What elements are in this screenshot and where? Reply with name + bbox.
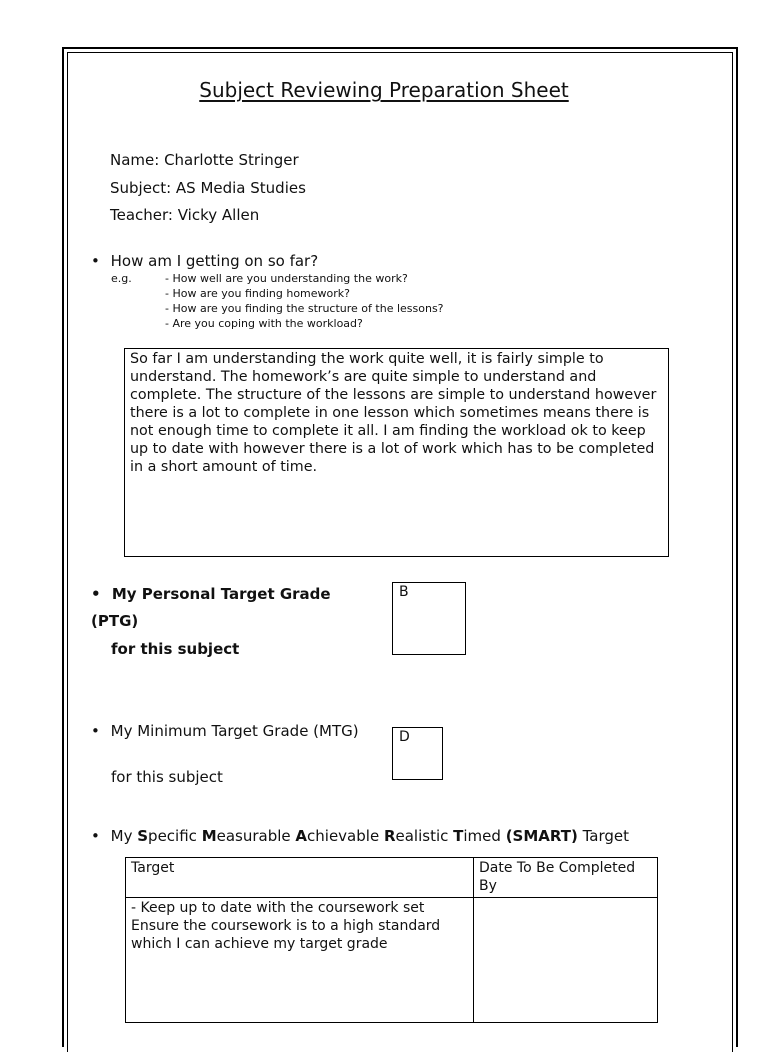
page-title: Subject Reviewing Preparation Sheet xyxy=(199,78,569,102)
mtg-grade-box[interactable] xyxy=(392,727,443,780)
smart-initial-t: T xyxy=(453,827,464,845)
mtg-label xyxy=(91,722,359,740)
mtg-grade-value: D xyxy=(399,729,410,745)
date-cell[interactable] xyxy=(474,898,658,1023)
smart-word-m: easurable xyxy=(216,827,296,845)
ptg-label-line3: for this subject xyxy=(111,640,240,658)
bullet-icon: • xyxy=(91,722,100,740)
table-header-row xyxy=(126,858,658,898)
smart-initial-s: S xyxy=(137,827,149,845)
prompt-item: - How well are you understanding the work? xyxy=(165,272,408,285)
prompt-list xyxy=(165,271,444,331)
smart-acronym: (SMART) xyxy=(505,827,578,845)
progress-question-text: How am I getting on so far? xyxy=(110,252,319,270)
student-name: Name: Charlotte Stringer xyxy=(110,151,299,169)
progress-answer-box[interactable] xyxy=(124,348,669,557)
progress-question xyxy=(91,252,318,270)
prompt-item: - Are you coping with the workload? xyxy=(165,317,363,330)
smart-word-s: pecific xyxy=(148,827,202,845)
subject-name: Subject: AS Media Studies xyxy=(110,179,306,197)
target-cell[interactable]: - Keep up to date with the coursework set Ensure the coursework is to a high standard which I can achieve my target grade xyxy=(126,898,474,1023)
ptg-grade-value: B xyxy=(399,584,409,600)
ptg-label-line1: My Personal Target Grade xyxy=(111,585,331,603)
smart-initial-a: A xyxy=(295,827,308,845)
smart-prefix: My xyxy=(110,827,138,845)
ptg-label xyxy=(91,585,331,603)
prompt-item: - How are you finding homework? xyxy=(165,287,350,300)
ptg-grade-box[interactable] xyxy=(392,582,466,655)
smart-initial-r: R xyxy=(383,827,396,845)
smart-suffix: Target xyxy=(577,827,630,845)
smart-heading xyxy=(91,827,629,845)
bullet-icon: • xyxy=(91,585,101,603)
bullet-icon: • xyxy=(91,252,100,270)
ptg-label-line2: (PTG) xyxy=(91,612,139,630)
prompt-item: - How are you finding the structure of the lessons? xyxy=(165,302,444,315)
eg-label: e.g. xyxy=(111,272,132,285)
smart-target-table xyxy=(125,857,658,1023)
teacher-name: Teacher: Vicky Allen xyxy=(110,206,260,224)
mtg-label-line1: My Minimum Target Grade (MTG) xyxy=(110,722,359,740)
smart-word-r: ealistic xyxy=(395,827,454,845)
header-date: Date To Be Completed By xyxy=(474,858,658,898)
smart-word-t: imed xyxy=(463,827,506,845)
bullet-icon: • xyxy=(91,827,100,845)
smart-initial-m: M xyxy=(201,827,217,845)
header-target: Target xyxy=(126,858,474,898)
mtg-label-line2: for this subject xyxy=(111,768,223,786)
table-row xyxy=(126,898,658,1023)
smart-word-a: chievable xyxy=(307,827,384,845)
progress-answer-text: So far I am understanding the work quite well, it is fairly simple to understand. The homework’s are quite simple to understand and complete. The structure of the lessons are simple to understand however there is a lot to complete in one lesson which sometimes means there is not enough time to complete it all. I am finding the workload ok to keep up to date with however there is a lot of work which has to be completed in a short amount of time. xyxy=(130,351,657,475)
